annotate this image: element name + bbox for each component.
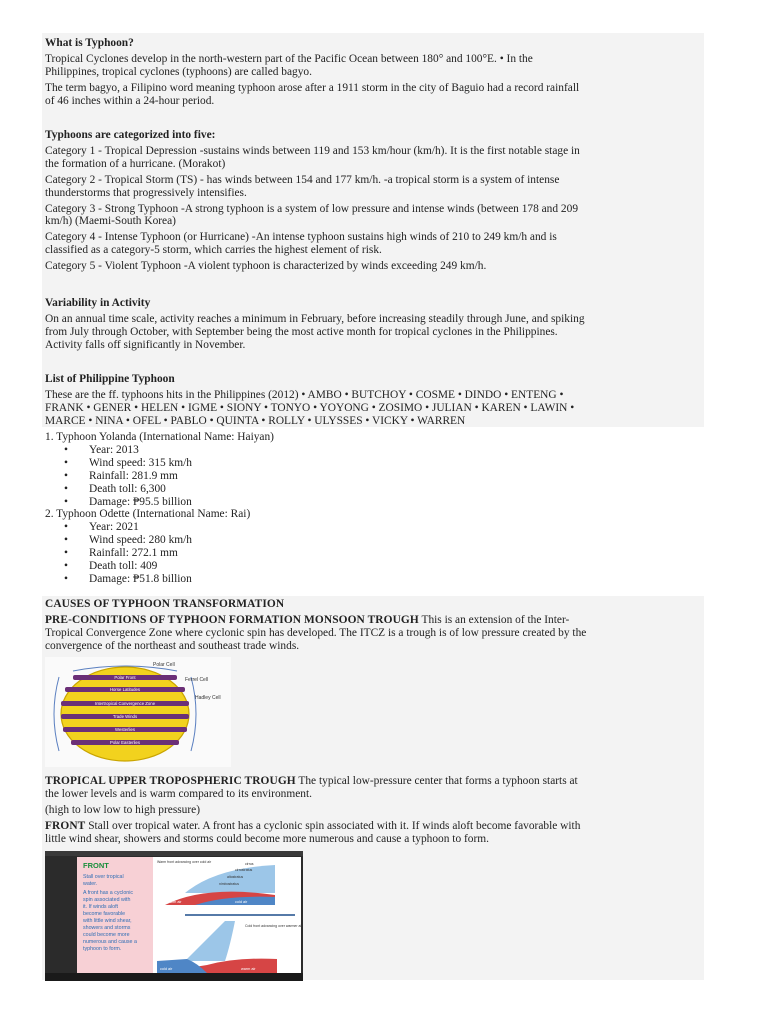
paragraph-line: the lower levels and is warm compared to its environment. <box>45 787 312 800</box>
section-categories <box>45 129 703 273</box>
label-trade-winds: Trade Winds <box>112 714 138 719</box>
label-warm-front: Warm front advancing over cold air <box>157 860 212 864</box>
paragraph-line: Activity falls off significantly in November. <box>45 338 246 351</box>
list-item <box>62 457 192 470</box>
label-westerlies: Westerlies <box>115 727 135 732</box>
label-cirrus: cirrus <box>245 862 254 866</box>
heading-categories: Typhoons are categorized into five: <box>45 129 216 141</box>
slide-line: become favorable <box>83 911 126 917</box>
bullet-icon: • <box>64 533 68 546</box>
fact-text: Death toll: 409 <box>89 559 158 572</box>
label-altostratus: altostratus <box>227 875 244 879</box>
list-item <box>62 483 192 496</box>
circulation-figure <box>45 657 231 767</box>
paragraph-text: The typical low-pressure center that forms a typhoon starts at <box>295 775 578 787</box>
label-polar-cell: Polar Cell <box>153 662 175 668</box>
paragraph-text: Stall over tropical water. A front has a cyclonic spin associated with it. If winds aloft become favorable with <box>85 819 581 832</box>
fact-text: Rainfall: 272.1 mm <box>89 546 178 559</box>
front-slide-screenshot <box>45 851 303 981</box>
heading-variability: Variability in Activity <box>45 297 151 309</box>
bullet-icon: • <box>64 521 68 533</box>
paragraph-line: Philippines, tropical cyclones (typhoons) are called bagyo. <box>45 65 312 78</box>
bullet-icon: • <box>64 559 68 572</box>
odette-heading: 2. Typhoon Odette (International Name: Rai) <box>45 508 251 520</box>
fact-text: Damage: ₱51.8 billion <box>89 572 192 585</box>
category-line: Category 1 - Tropical Depression -sustains winds between 119 and 153 km/hour (km/h). It is the first notable stage in <box>45 144 580 157</box>
list-item <box>62 534 192 547</box>
fact-text: Wind speed: 280 km/h <box>89 533 192 546</box>
list-item <box>62 547 192 560</box>
atmospheric-circulation-diagram <box>45 657 231 767</box>
label-hadley-cell: Hadley Cell <box>195 695 221 701</box>
category-line: thunderstorms that progressively intensifies. <box>45 186 247 199</box>
label-cirrostratus: cirrostratus <box>235 868 253 872</box>
slide-line: water. <box>83 881 98 887</box>
pressure-note: (high to low low to high pressure) <box>45 803 201 816</box>
paragraph-line: convergence of the northeast and southeast trade winds. <box>45 639 300 652</box>
paragraph-line <box>45 820 703 833</box>
section-what-is-typhoon <box>45 37 703 108</box>
slide-line: spin associated with <box>83 897 131 903</box>
label-nimbostratus: nimbostratus <box>219 882 240 886</box>
category-line: classified as a category-5 storm, which carries the highest element of risk. <box>45 244 382 257</box>
slide-figure <box>45 851 303 981</box>
arrow-path <box>191 677 196 751</box>
paragraph-line <box>45 614 703 627</box>
fact-text: Damage: ₱95.5 billion <box>89 495 192 508</box>
paragraph-line: The term bagyo, a Filipino word meaning typhoon arose after a 1911 storm in the city of Baguio had a record rainfall <box>45 81 580 94</box>
section-causes <box>45 598 703 653</box>
bullet-icon: • <box>64 495 68 508</box>
subheading-front: FRONT <box>45 819 86 832</box>
yolanda-facts <box>62 444 192 508</box>
paragraph-line: FRANK • GENER • HELEN • IGME • SIONY • TONYO • YOYONG • ZOSIMO • JULIAN • KAREN • LAWIN • <box>45 401 575 414</box>
label-itcz: Intertropical Convergence Zone <box>94 701 156 706</box>
label-cold-front: Cold front advancing over warmer air <box>245 924 303 928</box>
subheading-monsoon-trough: PRE-CONDITIONS OF TYPHOON FORMATION MONSOON TROUGH <box>45 613 419 626</box>
bullet-icon: • <box>64 456 68 469</box>
slide-line: showers and storms <box>83 925 131 931</box>
heading-typhoon-list: List of Philippine Typhoon <box>45 373 175 385</box>
paragraph-line <box>45 775 703 788</box>
fact-text: Year: 2013 <box>89 444 139 456</box>
category-line: km/h) (Maemi-South Korea) <box>45 215 176 228</box>
bullet-icon: • <box>64 546 68 559</box>
list-item <box>62 470 192 483</box>
category-line: Category 4 - Intense Typhoon (or Hurricane) -An intense typhoon sustains high winds of 210 to 249 km/h and is <box>45 231 557 244</box>
label-polar-easterlies: Polar Easterlies <box>109 740 141 745</box>
paragraph-line: These are the ff. typhoons hits in the Philippines (2012) • AMBO • BUTCHOY • COSME • DINDO • ENTENG • <box>45 388 564 401</box>
list-item <box>62 573 192 586</box>
list-item <box>62 560 192 573</box>
browser-bar <box>45 851 303 856</box>
category-line: Category 3 - Strong Typhoon -A strong typhoon is a system of low pressure and intense winds (between 178 and 209 <box>45 202 579 215</box>
fact-text: Death toll: 6,300 <box>89 482 166 495</box>
slide-line: it. If winds aloft <box>83 904 119 910</box>
paragraph-line: little wind shear, showers and storms could become more numerous and cause a typhoon to form. <box>45 832 489 845</box>
arrow-path <box>54 677 59 751</box>
heading-causes: CAUSES OF TYPHOON TRANSFORMATION <box>45 598 285 610</box>
list-item <box>62 521 192 534</box>
paragraph-line: On an annual time scale, activity reaches a minimum in February, before increasing steadily through June, and spiking <box>45 312 585 325</box>
list-item <box>62 444 192 457</box>
paragraph-line: from July through October, with September being the most active month for tropical cyclones in the Philippines. <box>45 325 558 338</box>
label-ferrel-cell: Ferrel Cell <box>185 677 209 683</box>
category-line: the formation of a hurricane. (Morakot) <box>45 157 226 170</box>
category-line: Category 2 - Tropical Storm (TS) - has winds between 154 and 177 km/h. -a tropical storm is a system of intense <box>45 173 560 186</box>
bullet-icon: • <box>64 444 68 456</box>
paragraph-line: MARCE • NINA • OFEL • PABLO • QUINTA • ROLLY • ULYSSES • VICKY • WARREN <box>45 414 466 427</box>
section-tutt <box>45 775 703 846</box>
label-horse-latitudes: Horse Latitudes <box>109 687 141 692</box>
label-polar-front: Polar Front <box>114 675 136 680</box>
paragraph-text: This is an extension of the Inter- <box>418 613 570 626</box>
subheading-tutt: TROPICAL UPPER TROPOSPHERIC TROUGH <box>45 775 296 787</box>
fact-text: Wind speed: 315 km/h <box>89 456 192 469</box>
paragraph-line: Tropical Cyclones develop in the north-western part of the Pacific Ocean between 180° and 100°E. • In the <box>45 52 533 65</box>
slide-line: typhoon to form. <box>83 946 122 952</box>
slide-line: could become more <box>83 932 130 938</box>
yolanda-heading: 1. Typhoon Yolanda (International Name: Haiyan) <box>45 431 274 443</box>
label-cold-air: cold air <box>160 967 173 971</box>
section-typhoon-list <box>45 373 703 428</box>
slide-line: Stall over tropical <box>83 874 124 880</box>
odette-facts <box>62 521 192 585</box>
bullet-icon: • <box>64 572 68 585</box>
slide-line: with little wind shear, <box>83 918 132 924</box>
paragraph-line: of 46 inches within a 24-hour period. <box>45 94 215 107</box>
bullet-icon: • <box>64 469 68 482</box>
slide-line: A front has a cyclonic <box>83 890 134 896</box>
label-warm-air: warm air <box>167 900 182 904</box>
fact-text: Rainfall: 281.9 mm <box>89 469 178 482</box>
slide-line: numerous and cause a <box>83 939 137 945</box>
taskbar <box>45 973 303 981</box>
section-variability <box>45 297 703 352</box>
heading-what-is-typhoon: What is Typhoon? <box>45 37 134 49</box>
category-line: Category 5 - Violent Typhoon -A violent typhoon is characterized by winds exceeding 249 km/h. <box>45 260 487 273</box>
label-cold-air: cold air <box>235 900 248 904</box>
bullet-icon: • <box>64 482 68 495</box>
fact-text: Year: 2021 <box>89 521 139 533</box>
list-item <box>62 496 192 509</box>
paragraph-line: Tropical Convergence Zone where cyclonic spin has developed. The ITCZ is a trough is of low pressure created by the <box>45 626 587 639</box>
slide-title: FRONT <box>83 861 109 870</box>
label-warm-air: warm air <box>241 967 256 971</box>
